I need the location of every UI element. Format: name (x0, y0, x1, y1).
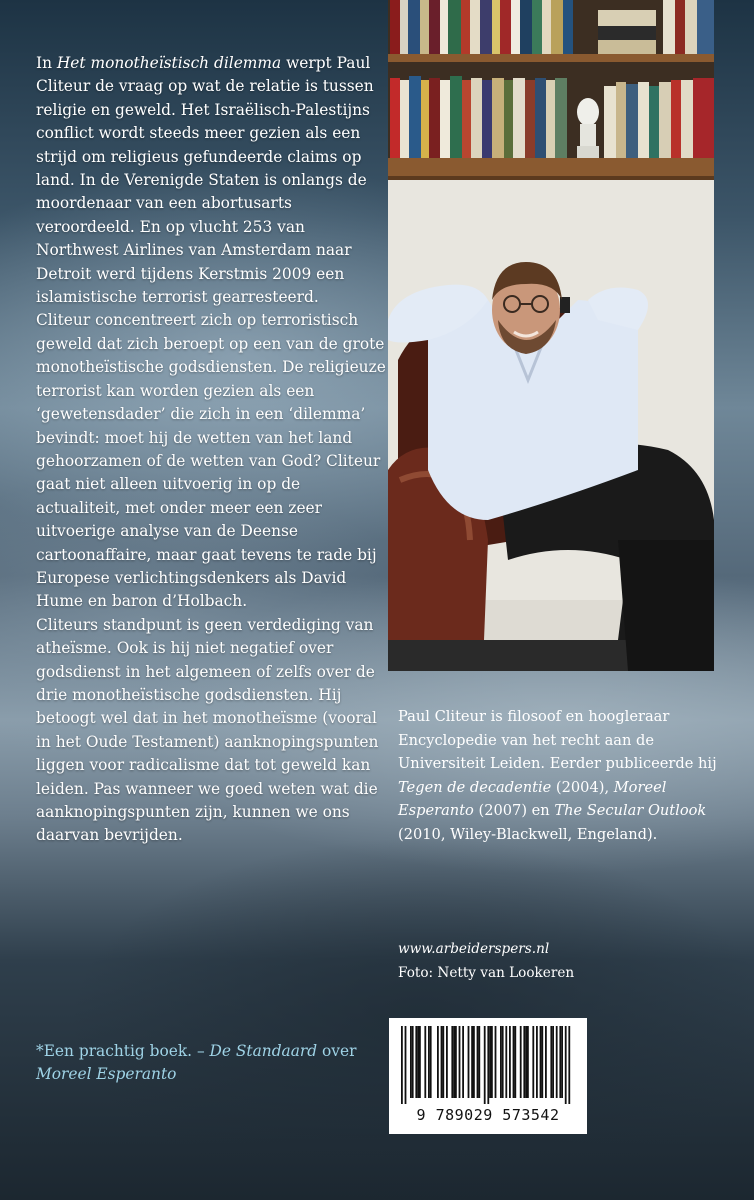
barcode-bar (556, 1026, 558, 1098)
barcode-bar (462, 1026, 464, 1098)
barcode-bar (520, 1026, 522, 1098)
barcode-bar (424, 1026, 426, 1098)
barcode-bar (451, 1026, 453, 1098)
quote-dash: – (192, 1042, 210, 1060)
barcode-bar (561, 1026, 563, 1098)
barcode-bar (415, 1026, 417, 1098)
publisher-url: www.arbeiderspers.nl (398, 941, 550, 957)
barcode-bar (477, 1026, 479, 1098)
barcode-bar (419, 1026, 421, 1098)
author-bio-text-3: (2007) en (473, 802, 555, 819)
author-bio-text-4: (2010, Wiley-Blackwell, Engeland). (398, 825, 658, 843)
description-paragraph-1 (36, 52, 386, 309)
quote-text: *Een prachtig boek. (36, 1042, 193, 1060)
quote-book: Moreel Esperanto (36, 1065, 177, 1084)
barcode-bar (525, 1026, 527, 1098)
barcode-bar (459, 1026, 461, 1098)
barcode-bar (550, 1026, 552, 1098)
barcode-bar (509, 1026, 511, 1098)
barcode-bar (502, 1026, 504, 1098)
barcode-bar (405, 1026, 407, 1104)
publisher-credits (398, 937, 728, 985)
author-photo (388, 0, 714, 671)
barcode-bar (500, 1026, 502, 1098)
barcode-bar (514, 1026, 516, 1098)
barcode-bar (430, 1026, 432, 1098)
author-bio (398, 705, 738, 846)
barcode-bar (559, 1026, 561, 1098)
barcode-bar (453, 1026, 455, 1098)
barcode-bar (565, 1026, 567, 1104)
barcode-bar (437, 1026, 439, 1098)
barcode-bar (478, 1026, 480, 1098)
back-cover-description (36, 52, 386, 848)
barcode-bar (523, 1026, 525, 1098)
quote-over: over (317, 1042, 357, 1060)
barcode-bar (489, 1026, 491, 1098)
author-bio-text-1: Paul Cliteur is filosoof en hoogleraar Encyclopedie van het recht aan de Universiteit Leiden. Eerder publiceerde hij (398, 708, 717, 772)
barcode-bar (428, 1026, 430, 1098)
isbn-number: 9 789029 573542 (416, 1106, 560, 1124)
barcode-bar (455, 1026, 457, 1098)
barcode-bar (527, 1026, 529, 1098)
barcode-bar (484, 1026, 486, 1104)
barcode-bar (441, 1026, 443, 1098)
description-intro: In (36, 54, 57, 72)
barcode-bar (412, 1026, 414, 1098)
isbn-barcode (389, 1018, 587, 1134)
barcode-bar (568, 1026, 570, 1104)
quote-source: De Standaard (209, 1042, 318, 1060)
barcode-bars (389, 1018, 587, 1108)
barcode-bar (487, 1026, 489, 1104)
press-quote (36, 1040, 386, 1087)
barcode-bar (540, 1026, 542, 1098)
barcode-bar (471, 1026, 473, 1098)
book-title-inline: Het monotheïstisch dilemma (56, 54, 282, 72)
barcode-bar (442, 1026, 444, 1098)
author-photo-illustration (388, 0, 714, 671)
book-title-2: Moreel Esperanto (398, 778, 667, 819)
barcode-bar (495, 1026, 497, 1098)
description-paragraph-2: Cliteur concentreert zich op terroristisch geweld dat zich beroept op een van de grote monotheïstische godsdiensten. De religieuze terrorist kan worden gezien als een ‘gewetensdader’ die zich in een ‘dilemma’ bevindt: moet hij de wetten van het land gehoorzamen of de wetten van God? Cliteur gaat niet alleen uitvoerig in op de actualiteit, met onder meer een zeer uitvoerige analyse van de Deense cartoonaffaire, maar gaat tevens te rade bij Europese verlichtingsdenkers als David Hume en baron d’Holbach. (36, 311, 386, 611)
barcode-bar (410, 1026, 412, 1098)
barcode-bar (473, 1026, 475, 1098)
photo-credit: Foto: Netty van Lookeren (398, 965, 575, 981)
author-bio-text-2: (2004), (551, 778, 614, 796)
book-title-1: Tegen de decadentie (398, 778, 552, 796)
barcode-bar (446, 1026, 448, 1098)
barcode-bar (536, 1026, 538, 1098)
description-paragraph-1-text: werpt Paul Cliteur de vraag op wat de relatie is tussen religie en geweld. Het Israëlisch-Palestijns conflict wordt steeds meer gezien als een strijd om religieus gefundeerde claims op land. In de Verenigde Staten is onlangs de moordenaar van een abortusarts veroordeeld. En op vlucht 253 van Northwest Airlines van Amsterdam naar Detroit werd tijdens Kerstmis 2009 een islamistische terrorist gearresteerd. (36, 54, 374, 307)
barcode-bar (491, 1026, 493, 1098)
barcode-bar (532, 1026, 534, 1098)
book-title-3: The Secular Outlook (554, 802, 707, 819)
barcode-bar (468, 1026, 470, 1098)
barcode-bar (505, 1026, 507, 1098)
barcode-bar (552, 1026, 554, 1098)
description-paragraph-3: Cliteurs standpunt is geen verdediging van atheïsme. Ook is hij niet negatief over godsdienst in het algemeen of zelfs over de drie monotheïstische godsdiensten. Hij betoogt wel dat in het monotheïsme (vooral in het Oude Testament) aanknopingspunten liggen voor radicalisme dat tot geweld kan leiden. Pas wanneer we goed weten wat die aanknopingspunten zijn, kunnen we ons daarvan bevrijden. (36, 615, 379, 845)
barcode-bar (417, 1026, 419, 1098)
barcode-bar (401, 1026, 403, 1104)
barcode-bar (545, 1026, 547, 1098)
barcode-bar (541, 1026, 543, 1098)
barcode-bar (513, 1026, 515, 1098)
